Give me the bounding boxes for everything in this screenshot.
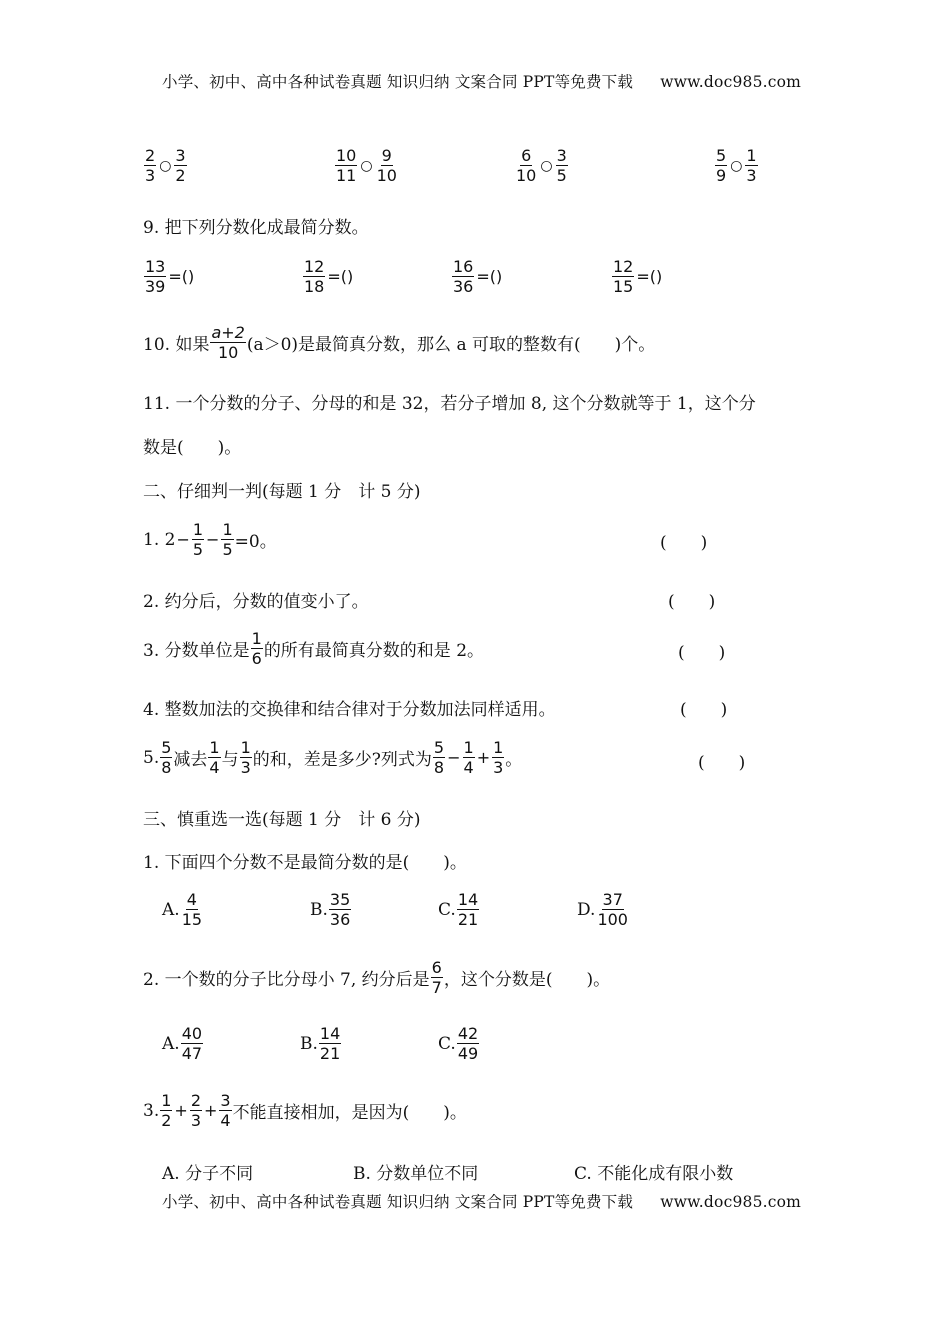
s2-q1-suffix: =0。: [234, 532, 277, 552]
s3-q1-text: 1. 下面四个分数不是最简分数的是( )。: [143, 853, 467, 873]
fraction: $\frac{1}{2}$: [161, 1091, 172, 1130]
q10: [143, 323, 655, 362]
header-text: 小学、初中、高中各种试卷真题 知识归纳 文案合同 PPT等免费下载: [162, 73, 634, 91]
text-fragment: 减去: [173, 750, 208, 770]
s3-q2-option-a[interactable]: [162, 1024, 204, 1063]
compare-item-3: [514, 146, 569, 185]
s2-q2-answer[interactable]: ( ): [668, 592, 716, 612]
s2-q3-suffix: 的所有最简真分数的和是 2。: [263, 641, 485, 661]
s3-q3-option-b[interactable]: B. 分数单位不同: [353, 1164, 479, 1184]
q11-line2: 数是( )。: [143, 438, 242, 458]
s3-q3: [143, 1091, 467, 1130]
s3-q2-option-c[interactable]: [438, 1024, 480, 1063]
compare-item-1: [143, 146, 188, 185]
fraction: $\frac{3}{2}$: [175, 146, 186, 185]
fraction: $\frac{40}{47}$: [181, 1024, 203, 1063]
option-label: D.: [577, 899, 596, 920]
s3-q2-suffix: ，这个分数是( )。: [443, 970, 611, 990]
header-site: www.doc985.com: [660, 73, 802, 91]
s3-q3-option-c[interactable]: C. 不能化成有限小数: [574, 1164, 734, 1184]
minus-sign: −: [447, 748, 461, 767]
s2-q3: [143, 629, 484, 668]
fraction: $\frac{1}{5}$: [222, 520, 233, 559]
fraction: $\frac{4}{15}$: [181, 890, 203, 929]
s3-q1-option-d[interactable]: [577, 890, 630, 929]
compare-circle[interactable]: ○: [360, 157, 373, 174]
s3-q1-option-b[interactable]: [310, 890, 352, 929]
q9-item-1: [143, 257, 195, 296]
fraction: $\frac{12}{18}$: [304, 257, 325, 296]
fraction: $\frac{1}{3}$: [493, 738, 504, 777]
fraction: $\frac{6}{7}$: [431, 958, 442, 997]
fraction: $\frac{1}{6}$: [251, 629, 262, 668]
s2-q5-prefix: 5.: [143, 747, 160, 768]
s2-q1: [143, 520, 277, 559]
s3-q3-option-a[interactable]: A. 分子不同: [162, 1164, 254, 1184]
s3-q3-suffix: 不能直接相加，是因为( )。: [232, 1103, 467, 1123]
compare-item-4: [714, 146, 759, 185]
s2-q1-prefix: 1. 2: [143, 529, 176, 550]
option-label: B.: [310, 899, 328, 920]
compare-item-2: [334, 146, 399, 185]
fraction: $\frac{42}{49}$: [457, 1024, 479, 1063]
minus-sign: −: [206, 530, 220, 549]
fraction: $\frac{13}{39}$: [145, 257, 166, 296]
text-fragment: 。: [505, 750, 523, 770]
page-footer: [162, 1190, 801, 1212]
fraction: $\frac{1}{4}$: [463, 738, 474, 777]
section2-title: 二、仔细判一判(每题 1 分 计 5 分): [143, 482, 421, 502]
q9-item-4: [611, 257, 663, 296]
q9-item-3: [451, 257, 503, 296]
fraction: $\frac{1}{3}$: [240, 738, 251, 777]
s2-q2: 2. 约分后，分数的值变小了。: [143, 592, 369, 612]
s3-q1-option-c[interactable]: [438, 890, 480, 929]
option-label: C.: [438, 899, 456, 920]
s2-q3-answer[interactable]: ( ): [678, 643, 726, 663]
answer-blank[interactable]: =(): [636, 267, 663, 286]
s3-q1-option-a[interactable]: [162, 890, 204, 929]
fraction: $\frac{3}{5}$: [556, 146, 567, 185]
q11-line1: 11. 一个分数的分子、分母的和是 32，若分子增加 8, 这个分数就等于 1，这个分: [143, 394, 756, 414]
answer-blank[interactable]: =(): [168, 267, 195, 286]
plus-sign: +: [174, 1101, 188, 1120]
option-label: A.: [162, 899, 180, 920]
fraction: $\frac{1}{4}$: [209, 738, 220, 777]
fraction: $\frac{37}{100}$: [597, 890, 628, 929]
fraction: $\frac{6}{10}$: [516, 146, 537, 185]
fraction: $\frac{14}{21}$: [319, 1024, 341, 1063]
fraction: $\frac{16}{36}$: [453, 257, 474, 296]
compare-circle[interactable]: ○: [730, 157, 743, 174]
answer-blank[interactable]: =(): [327, 267, 354, 286]
text-fragment: 与: [221, 750, 239, 770]
s3-q3-prefix: 3.: [143, 1100, 160, 1121]
fraction: $\frac{5}{8}$: [161, 738, 172, 777]
fraction: $\frac{35}{36}$: [329, 890, 351, 929]
fraction: $\frac{a+2}{10}$: [211, 323, 245, 362]
fraction: $\frac{1}{3}$: [746, 146, 757, 185]
text-fragment: 的和，差是多少?列式为: [252, 750, 432, 770]
fraction: $\frac{3}{4}$: [220, 1091, 231, 1130]
fraction: $\frac{1}{5}$: [192, 520, 204, 559]
q10-suffix: (a＞0)是最简真分数，那么 a 可取的整数有( )个。: [246, 335, 656, 355]
q9-text: 9. 把下列分数化成最简分数。: [143, 218, 369, 238]
section3-title: 三、慎重选一选(每题 1 分 计 6 分): [143, 810, 421, 830]
s2-q1-answer[interactable]: ( ): [660, 533, 708, 553]
fraction: $\frac{14}{21}$: [457, 890, 479, 929]
fraction: $\frac{2}{3}$: [145, 146, 156, 185]
fraction: $\frac{9}{10}$: [376, 146, 397, 185]
s2-q5: [143, 738, 522, 777]
q10-prefix: 10. 如果: [143, 335, 210, 355]
s3-q2-option-b[interactable]: [300, 1024, 342, 1063]
answer-blank[interactable]: =(): [476, 267, 503, 286]
s3-q2-prefix: 2. 一个数的分子比分母小 7, 约分后是: [143, 970, 430, 990]
s2-q3-prefix: 3. 分数单位是: [143, 641, 250, 661]
fraction: $\frac{5}{9}$: [716, 146, 727, 185]
q9-item-2: [302, 257, 354, 296]
footer-site: www.doc985.com: [660, 1193, 802, 1211]
compare-circle[interactable]: ○: [540, 157, 553, 174]
footer-text: 小学、初中、高中各种试卷真题 知识归纳 文案合同 PPT等免费下载: [162, 1193, 634, 1211]
minus-sign: −: [176, 530, 190, 549]
option-label: A.: [162, 1033, 180, 1054]
plus-sign: +: [476, 748, 491, 767]
compare-circle[interactable]: ○: [159, 157, 172, 174]
plus-sign: +: [204, 1101, 218, 1120]
option-label: C.: [438, 1033, 456, 1054]
s2-q4-answer[interactable]: ( ): [680, 700, 728, 720]
s3-q2: [143, 958, 610, 997]
fraction: $\frac{10}{11}$: [336, 146, 357, 185]
s2-q5-answer[interactable]: ( ): [698, 753, 746, 773]
fraction: $\frac{5}{8}$: [433, 738, 445, 777]
page-header: [162, 70, 801, 92]
option-label: B.: [300, 1033, 318, 1054]
s2-q4: 4. 整数加法的交换律和结合律对于分数加法同样适用。: [143, 700, 556, 720]
fraction: $\frac{12}{15}$: [613, 257, 634, 296]
fraction: $\frac{2}{3}$: [190, 1091, 202, 1130]
